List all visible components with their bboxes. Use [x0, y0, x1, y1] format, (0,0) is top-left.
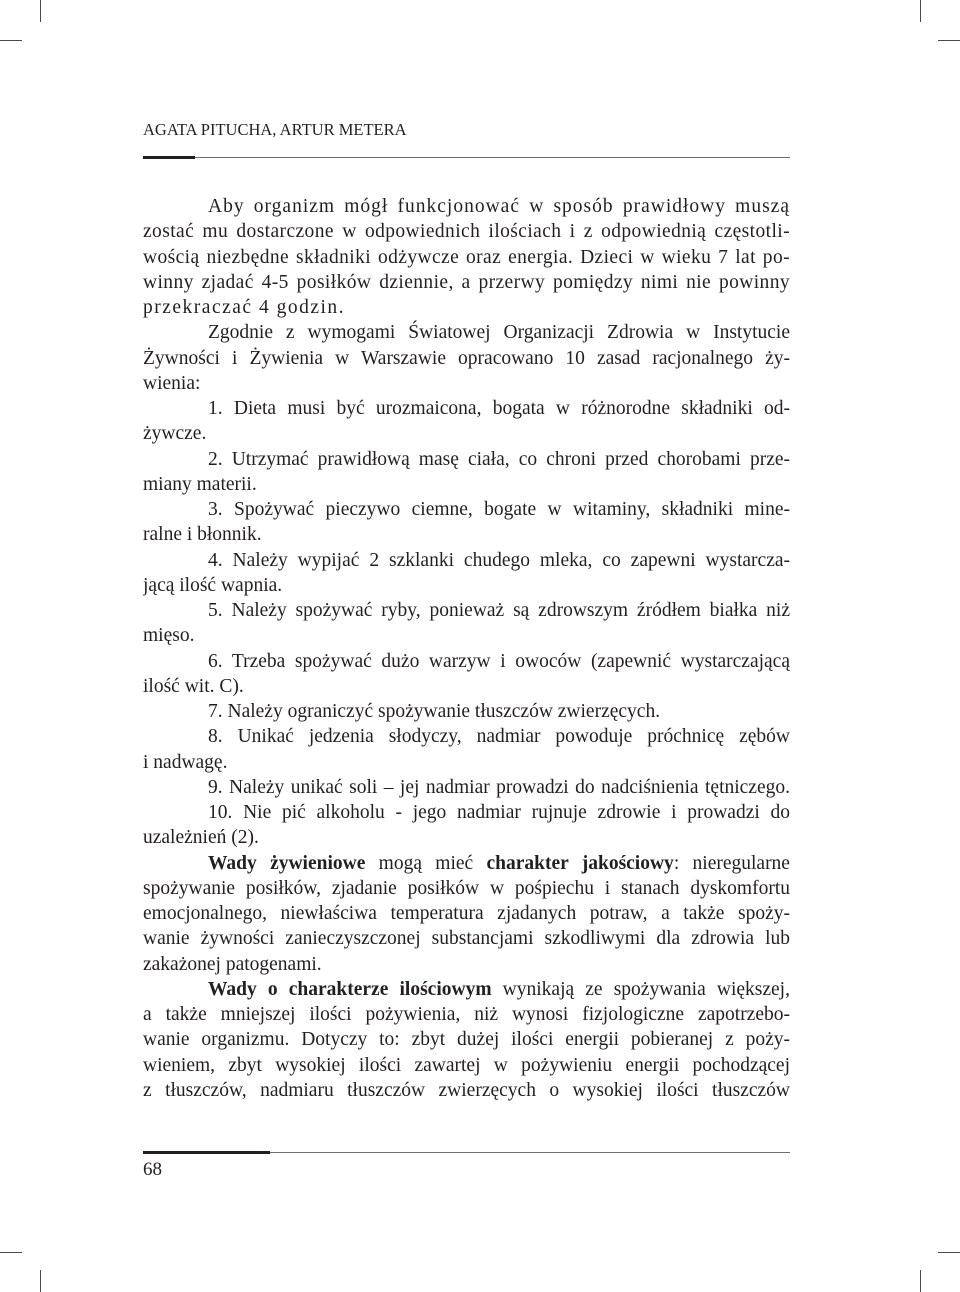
list-item-line: 9. Należy unikać soli – jej nadmiar prowadzi do nadciśnienia tętniczego. — [208, 776, 790, 798]
list-item-line: 6. Trzeba spożywać dużo warzyw i owoców (zapewnić wystarczającą — [208, 650, 790, 672]
body-text — [143, 194, 790, 1103]
text-line: przekraczać 4 godzin. — [143, 297, 346, 318]
text-line: Żywności i Żywienia w Warszawie opracowano 10 zasad racjonalnego ży- — [143, 347, 790, 369]
list-item-line: 4. Należy wypijać 2 szklanki chudego mleka, co zapewni wystarcza- — [208, 549, 790, 571]
text-line: wanie żywności zanieczyszczonej substancjami szkodliwymi dla zdrowia lub — [143, 928, 790, 950]
header-rule-accent — [143, 156, 195, 159]
crop-mark — [938, 1252, 960, 1253]
bold-term: Wady żywieniowe — [208, 852, 366, 874]
text-line: zakażonej patogenami. — [143, 953, 322, 975]
text-line: Zgodnie z wymogami Światowej Organizacji Zdrowia w Instytucie — [208, 322, 790, 344]
text-line: a także mniejszej ilości pożywienia, niż wynosi fizjologiczne zapotrzebo- — [143, 1004, 790, 1025]
text-line: wieniem, zbyt wysokiej ilości zawartej w pożywieniu energii pochodzącej — [143, 1054, 790, 1076]
list-item-line: ilość wit. C). — [143, 675, 244, 697]
list-item-line: uzależnień (2). — [143, 827, 259, 849]
list-item-line: 3. Spożywać pieczywo ciemne, bogate w witaminy, składniki mine- — [208, 499, 790, 520]
text-line: wością niezbędne składniki odżywcze oraz energia. Dzieci w wieku 7 lat po- — [143, 246, 790, 268]
list-item-line: 7. Należy ograniczyć spożywanie tłuszczów zwierzęcych. — [208, 701, 661, 722]
list-item-line: i nadwagę. — [143, 751, 228, 773]
list-item-line: 5. Należy spożywać ryby, ponieważ są zdrowszym źródłem białka niż — [208, 600, 790, 621]
footer-rule-accent — [143, 1151, 270, 1154]
text-line: spożywanie posiłków, zjadanie posiłków w pośpiechu i stanach dyskomfortu — [143, 877, 790, 899]
list-item-line: jącą ilość wapnia. — [143, 574, 283, 596]
text-line: zostać mu dostarczone w odpowiednich ilościach i z odpowiednią częstotli- — [143, 221, 790, 243]
crop-mark — [0, 1252, 22, 1253]
text-run: : nieregularne — [673, 852, 790, 874]
crop-mark — [920, 0, 921, 22]
crop-mark — [938, 40, 960, 41]
text-line: wienia: — [143, 372, 201, 394]
text-line: winny zjadać 4-5 posiłków dziennie, a przerwy pomiędzy nimi nie powinny — [143, 271, 790, 293]
bold-term: charakter jakościowy — [486, 852, 674, 874]
text-line: Aby organizm mógł funkcjonować w sposób prawidłowy muszą — [208, 196, 790, 217]
text-line: emocjonalnego, niewłaściwa temperatura zjadanych potraw, a także spoży- — [143, 903, 790, 924]
list-item-line: ralne i błonnik. — [143, 524, 262, 546]
list-item-line: mięso. — [143, 625, 195, 647]
list-item-line: 10. Nie pić alkoholu - jego nadmiar rujnuje zdrowie i prowadzi do — [208, 802, 790, 823]
text-run: wynikają ze spożywania większej, — [491, 978, 790, 1000]
bold-term: Wady o charakterze ilościowym — [208, 978, 492, 1000]
crop-mark — [920, 1270, 921, 1292]
list-item-line: miany materii. — [143, 473, 257, 495]
running-head: AGATA PITUCHA, ARTUR METERA — [143, 120, 407, 139]
list-item-line: 2. Utrzymać prawidłową masę ciała, co chroni przed chorobami prze- — [208, 448, 790, 470]
text-line: wanie organizmu. Dotyczy to: zbyt dużej ilości energii pobieranej z poży- — [143, 1029, 790, 1051]
header-rule — [143, 157, 790, 158]
crop-mark — [40, 1270, 41, 1292]
list-item-line: 1. Dieta musi być urozmaicona, bogata w różnorodne składniki od- — [208, 398, 790, 419]
list-item-line: żywcze. — [143, 423, 207, 445]
text-line — [143, 977, 790, 1002]
text-line: z tłuszczów, nadmiaru tłuszczów zwierzęcych o wysokiej ilości tłuszczów — [143, 1079, 790, 1101]
crop-mark — [0, 40, 22, 41]
text-run: mogą mieć — [365, 852, 487, 874]
page-number: 68 — [143, 1159, 162, 1180]
list-item-line: 8. Unikać jedzenia słodyczy, nadmiar powoduje próchnicę zębów — [208, 726, 790, 748]
text-line — [143, 851, 790, 876]
crop-mark — [40, 0, 41, 22]
